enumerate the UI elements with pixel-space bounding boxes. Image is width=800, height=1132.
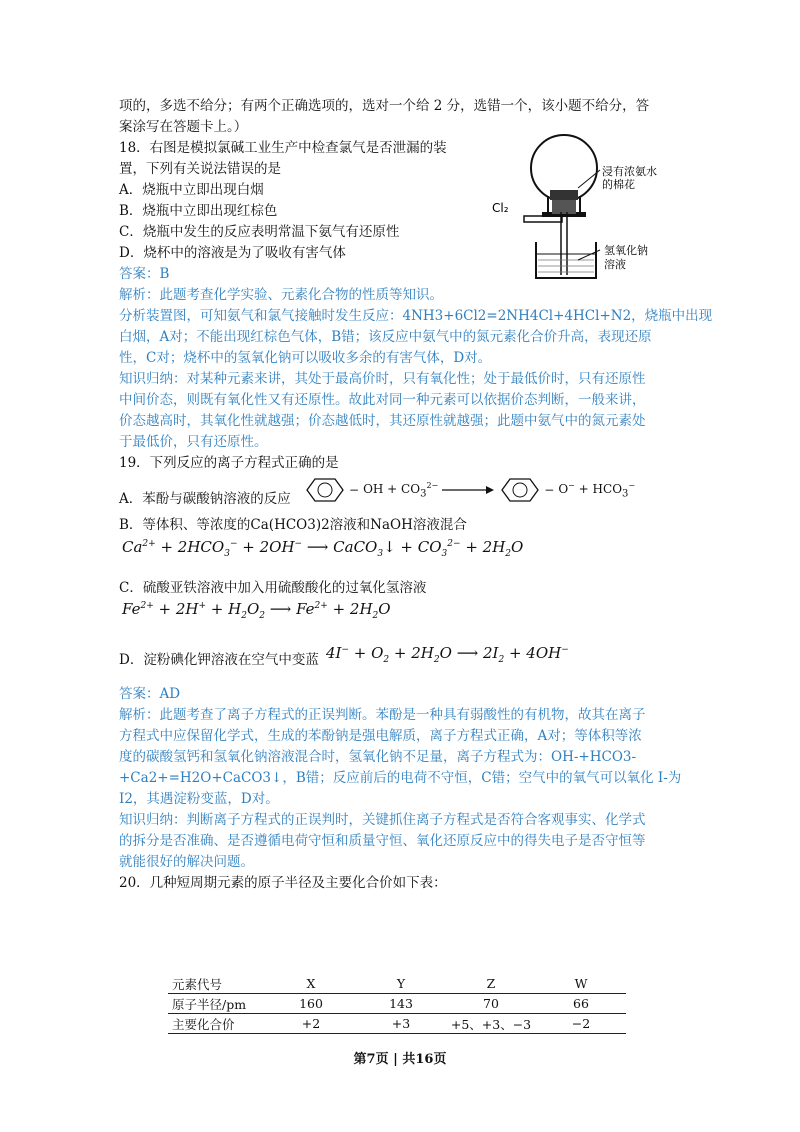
table-cell: +5、+3、−3 xyxy=(446,1014,536,1034)
q19-answer: 答案：AD xyxy=(119,686,181,702)
reaction-arrow-icon xyxy=(442,485,496,495)
ammonia-chlorine-apparatus-figure xyxy=(478,130,693,280)
element-properties-table xyxy=(168,974,626,1034)
equation-c: $Fe^{2+} + 2H^+ + H_2O_2$ ⟶ $Fe^{2+} + 2H_2O$ xyxy=(122,600,391,621)
q18-knowledge-4: 于最低价，只有还原性。 xyxy=(119,434,268,450)
naoh-label-1: 氢氧化钠 xyxy=(604,244,648,257)
q18-analysis-4: 性，C对；烧杯中的氢氧化钠可以吸收多余的有害气体，D对。 xyxy=(119,350,492,366)
q19-knowledge-3: 就能很好的解决问题。 xyxy=(119,854,254,870)
q18-analysis-3: 白烟，A对；不能出现红棕色气体，B错；该反应中氨气中的氮元素化合价升高，表现还原 xyxy=(119,329,652,345)
table-cell: +3 xyxy=(356,1014,446,1034)
intro-line-2: 案涂写在答题卡上。） xyxy=(119,119,248,135)
phenol-reactants: OH + $CO_3^{2-}$ xyxy=(363,480,439,500)
table-header-cell: W xyxy=(536,974,626,994)
table-header-cell: 元素代号 xyxy=(168,974,266,994)
table-cell: 66 xyxy=(536,994,626,1014)
table-cell: +2 xyxy=(266,1014,356,1034)
table-header-cell: X xyxy=(266,974,356,994)
q18-option-d: D．烧杯中的溶液是为了吸收有害气体 xyxy=(119,245,346,261)
q18-option-c: C．烧瓶中发生的反应表明常温下氨气有还原性 xyxy=(119,224,400,240)
q19-analysis-3: 度的碳酸氢钙和氢氧化钠溶液混合时，氢氧化钠不足量，离子方程式为：OH-+HCO3- xyxy=(119,749,637,765)
phenol-products: $O^- + HCO_3^-$ xyxy=(558,480,636,500)
page-footer: 第7页 | 共16页 xyxy=(353,1052,447,1067)
naoh-label-2: 溶液 xyxy=(604,258,626,271)
table-cell: 70 xyxy=(446,994,536,1014)
q19-analysis-5: I2，其遇淀粉变蓝，D对。 xyxy=(119,791,279,807)
table-header-row xyxy=(168,974,626,994)
q19-analysis-1: 解析：此题考查了离子方程式的正误判断。苯酚是一种具有弱酸性的有机物，故其在离子 xyxy=(119,707,646,723)
table-cell: 主要化合价 xyxy=(168,1014,266,1034)
table-cell: 143 xyxy=(356,994,446,1014)
cl2-label: Cl₂ xyxy=(492,201,509,215)
table-header-cell: Z xyxy=(446,974,536,994)
q18-knowledge-2: 中间价态，则既有氧化性又有还原性。故此对同一种元素可以依据价态判断，一般来讲， xyxy=(119,392,646,408)
q19-option-a: A．苯酚与碳酸钠溶液的反应 xyxy=(119,491,291,507)
q20-stem: 20．几种短周期元素的原子半径及主要化合价如下表： xyxy=(119,875,447,891)
q18-analysis-1: 解析：此题考查化学实验、元素化合物的性质等知识。 xyxy=(119,287,443,303)
table-cell: 160 xyxy=(266,994,356,1014)
table-row xyxy=(168,994,626,1014)
q19-stem: 19．下列反应的离子方程式正确的是 xyxy=(119,455,339,471)
benzene-ring-icon xyxy=(305,477,345,503)
q19-option-b: B．等体积、等浓度的Ca(HCO3)2溶液和NaOH溶液混合 xyxy=(119,517,467,533)
equation-b: $Ca^{2+} + 2HCO_3^- + 2OH^-$ ⟶ CaCO$_3$↓ + $CO_3^{2-} + 2H_2O$ xyxy=(122,538,524,559)
phenol-equation: − OH + $CO_3^{2-}$ − $O^- + HCO_3^-$ xyxy=(305,477,635,503)
equation-d: $4I^- + O_2 + 2H_2O$ ⟶ $2I_2 + 4OH^-$ xyxy=(326,644,569,665)
q18-knowledge-3: 价态越高时，其氧化性就越强；价态越低时，其还原性就越强；此题中氨气中的氮元素处 xyxy=(119,413,646,429)
q18-option-b: B．烧瓶中立即出现红棕色 xyxy=(119,203,278,219)
q18-knowledge-1: 知识归纳：对某种元素来讲，其处于最高价时，只有氧化性；处于最低价时，只有还原性 xyxy=(119,371,646,387)
q18-stem-2: 置，下列有关说法错误的是 xyxy=(119,161,281,177)
q18-stem-1: 18．右图是模拟氯碱工业生产中检查氯气是否泄漏的装 xyxy=(119,140,447,156)
q18-option-a: A．烧瓶中立即出现白烟 xyxy=(119,182,264,198)
q19-knowledge-1: 知识归纳：判断离子方程式的正误判时，关键抓住离子方程式是否符合客观事实、化学式 xyxy=(119,812,646,828)
benzene-ring-icon xyxy=(500,477,540,503)
table-header-cell: Y xyxy=(356,974,446,994)
q19-knowledge-2: 的拆分是否准确、是否遵循电荷守恒和质量守恒、氧化还原反应中的得失电子是否守恒等 xyxy=(119,833,646,849)
q18-answer: 答案：B xyxy=(119,266,170,282)
q19-analysis-2: 方程式中应保留化学式，生成的苯酚钠是强电解质，离子方程式正确，A对；等体积等浓 xyxy=(119,728,642,744)
q18-analysis-2: 分析装置图，可知氨气和氯气接触时发生反应：4NH3+6Cl2=2NH4Cl+4HCl+N2，烧瓶中出现 xyxy=(119,308,713,324)
table-row xyxy=(168,1014,626,1034)
q19-analysis-4: +Ca2+=H2O+CaCO3↓，B错；反应前后的电荷不守恒，C错；空气中的氧气可以氧化 I-为 xyxy=(119,770,682,786)
intro-line-1: 项的，多选不给分；有两个正确选项的，选对一个给 2 分，选错一个，该小题不给分，答 xyxy=(119,98,650,114)
table-cell: −2 xyxy=(536,1014,626,1034)
cotton-label-1: 浸有浓氨水 xyxy=(602,165,657,178)
q19-option-c: C．硫酸亚铁溶液中加入用硫酸酸化的过氧化氢溶液 xyxy=(119,580,427,596)
table-cell: 原子半径/pm xyxy=(168,994,266,1014)
q19-option-d: D．淀粉碘化钾溶液在空气中变蓝 xyxy=(119,652,319,668)
cotton-label-2: 的棉花 xyxy=(602,178,635,191)
